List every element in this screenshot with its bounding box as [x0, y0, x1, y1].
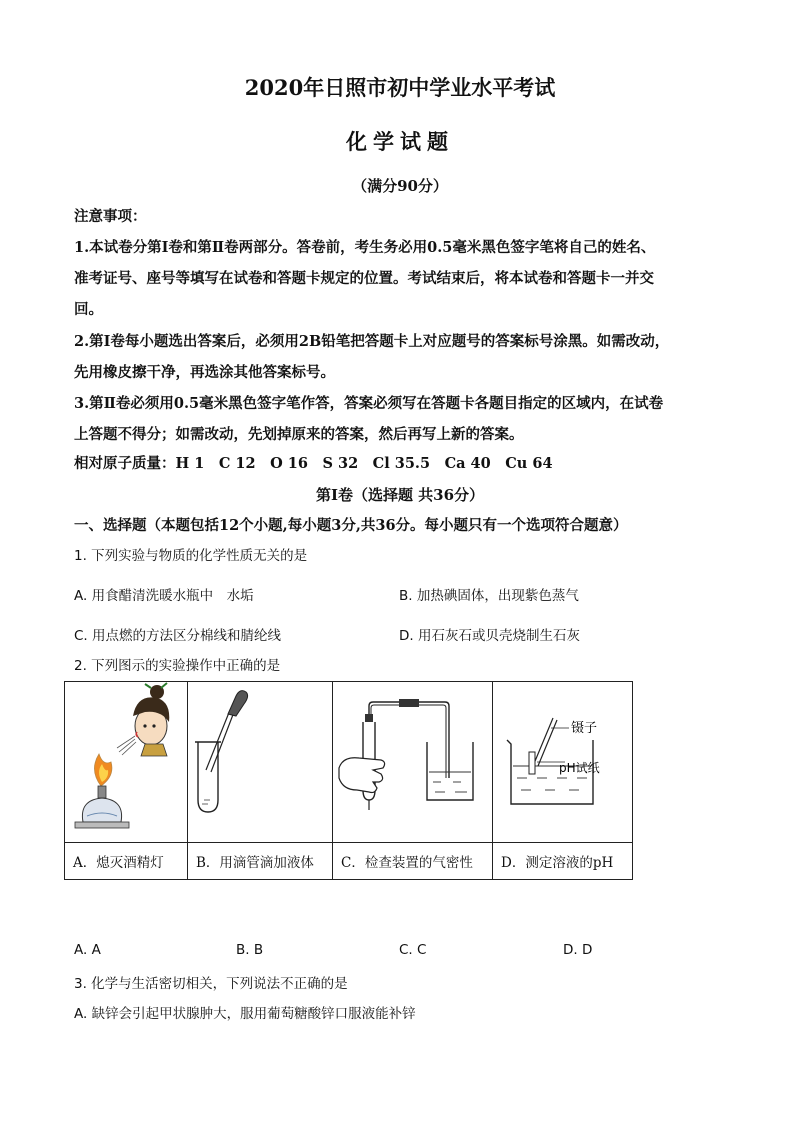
question-1-option-a[interactable]: A. 用食醋清洗暖水瓶中 水垢	[74, 588, 254, 604]
notes-line: 1.本试卷分第Ⅰ卷和第Ⅱ卷两部分。答卷前，考生务必用0.5毫米黑色签字笔将自己的姓名、	[74, 239, 656, 256]
question-3-option-a[interactable]: A. 缺锌会引起甲状腺肿大，服用葡萄糖酸锌口服液能补锌	[74, 1006, 416, 1022]
notes-line: 上答题不得分；如需改动，先划掉原来的答案，然后再写上新的答案。	[74, 426, 524, 443]
question-2-figure-table	[64, 681, 633, 880]
notes-line: 3.第Ⅱ卷必须用0.5毫米黑色签字笔作答，答案必须写在答题卡各题目指定的区域内，在试卷	[74, 395, 664, 412]
blow-out-lamp-figure	[65, 682, 179, 842]
question-2-option-b[interactable]: B. B	[236, 942, 264, 958]
question-1-option-b[interactable]: B. 加热碘固体，出现紫色蒸气	[399, 588, 579, 604]
atomic-mass-line: 相对原子质量：H 1 C 12 O 16 S 32 Cl 35.5 Ca 40 Cu 64	[74, 455, 553, 472]
full-score: （满分90分）	[352, 177, 448, 195]
question-3-stem: 3. 化学与生活密切相关，下列说法不正确的是	[74, 976, 348, 992]
ph-paper-label: pH试纸	[559, 761, 600, 775]
question-2-option-d[interactable]: D. D	[563, 942, 593, 958]
figure-c-cell	[333, 682, 493, 843]
question-1-stem: 1. 下列实验与物质的化学性质无关的是	[74, 548, 308, 564]
figure-caption-d: D．测定溶液的pH	[493, 843, 633, 880]
figure-caption-a: A．熄灭酒精灯	[65, 843, 188, 880]
question-2-option-a[interactable]: A. A	[74, 942, 101, 958]
figure-caption-b: B．用滴管滴加液体	[188, 843, 333, 880]
figure-a-cell	[65, 682, 188, 843]
notes-line: 2.第Ⅰ卷每小题选出答案后，必须用2B铅笔把答题卡上对应题号的答案标号涂黑。如需改动，	[74, 333, 670, 350]
tweezers-label: 镊子	[571, 721, 598, 736]
airtightness-check-figure	[333, 682, 484, 842]
section-instruction: 一、选择题（本题包括12个小题,每小题3分,共36分。每小题只有一个选项符合题意）	[74, 517, 628, 534]
figure-caption-c: C．检查装置的气密性	[333, 843, 493, 880]
notes-line: 准考证号、座号等填写在试卷和答题卡规定的位置。考试结束后，将本试卷和答题卡一并交	[74, 270, 654, 287]
question-1-option-d[interactable]: D. 用石灰石或贝壳烧制生石灰	[399, 628, 580, 644]
notes-line: 先用橡皮擦干净，再选涂其他答案标号。	[74, 364, 335, 381]
ph-test-figure	[493, 682, 624, 842]
section-title: 第Ⅰ卷（选择题 共36分）	[315, 486, 485, 504]
exam-subtitle: 化学试题	[346, 129, 454, 154]
exam-title: 2020年日照市初中学业水平考试	[244, 75, 556, 100]
dropper-figure	[188, 682, 324, 842]
question-1-option-c[interactable]: C. 用点燃的方法区分棉线和腈纶线	[74, 628, 282, 644]
figure-d-cell	[493, 682, 633, 843]
question-2-stem: 2. 下列图示的实验操作中正确的是	[74, 658, 281, 674]
figure-b-cell	[188, 682, 333, 843]
question-2-option-c[interactable]: C. C	[399, 942, 427, 958]
notes-heading: 注意事项：	[74, 208, 147, 225]
notes-line: 回。	[74, 301, 103, 318]
